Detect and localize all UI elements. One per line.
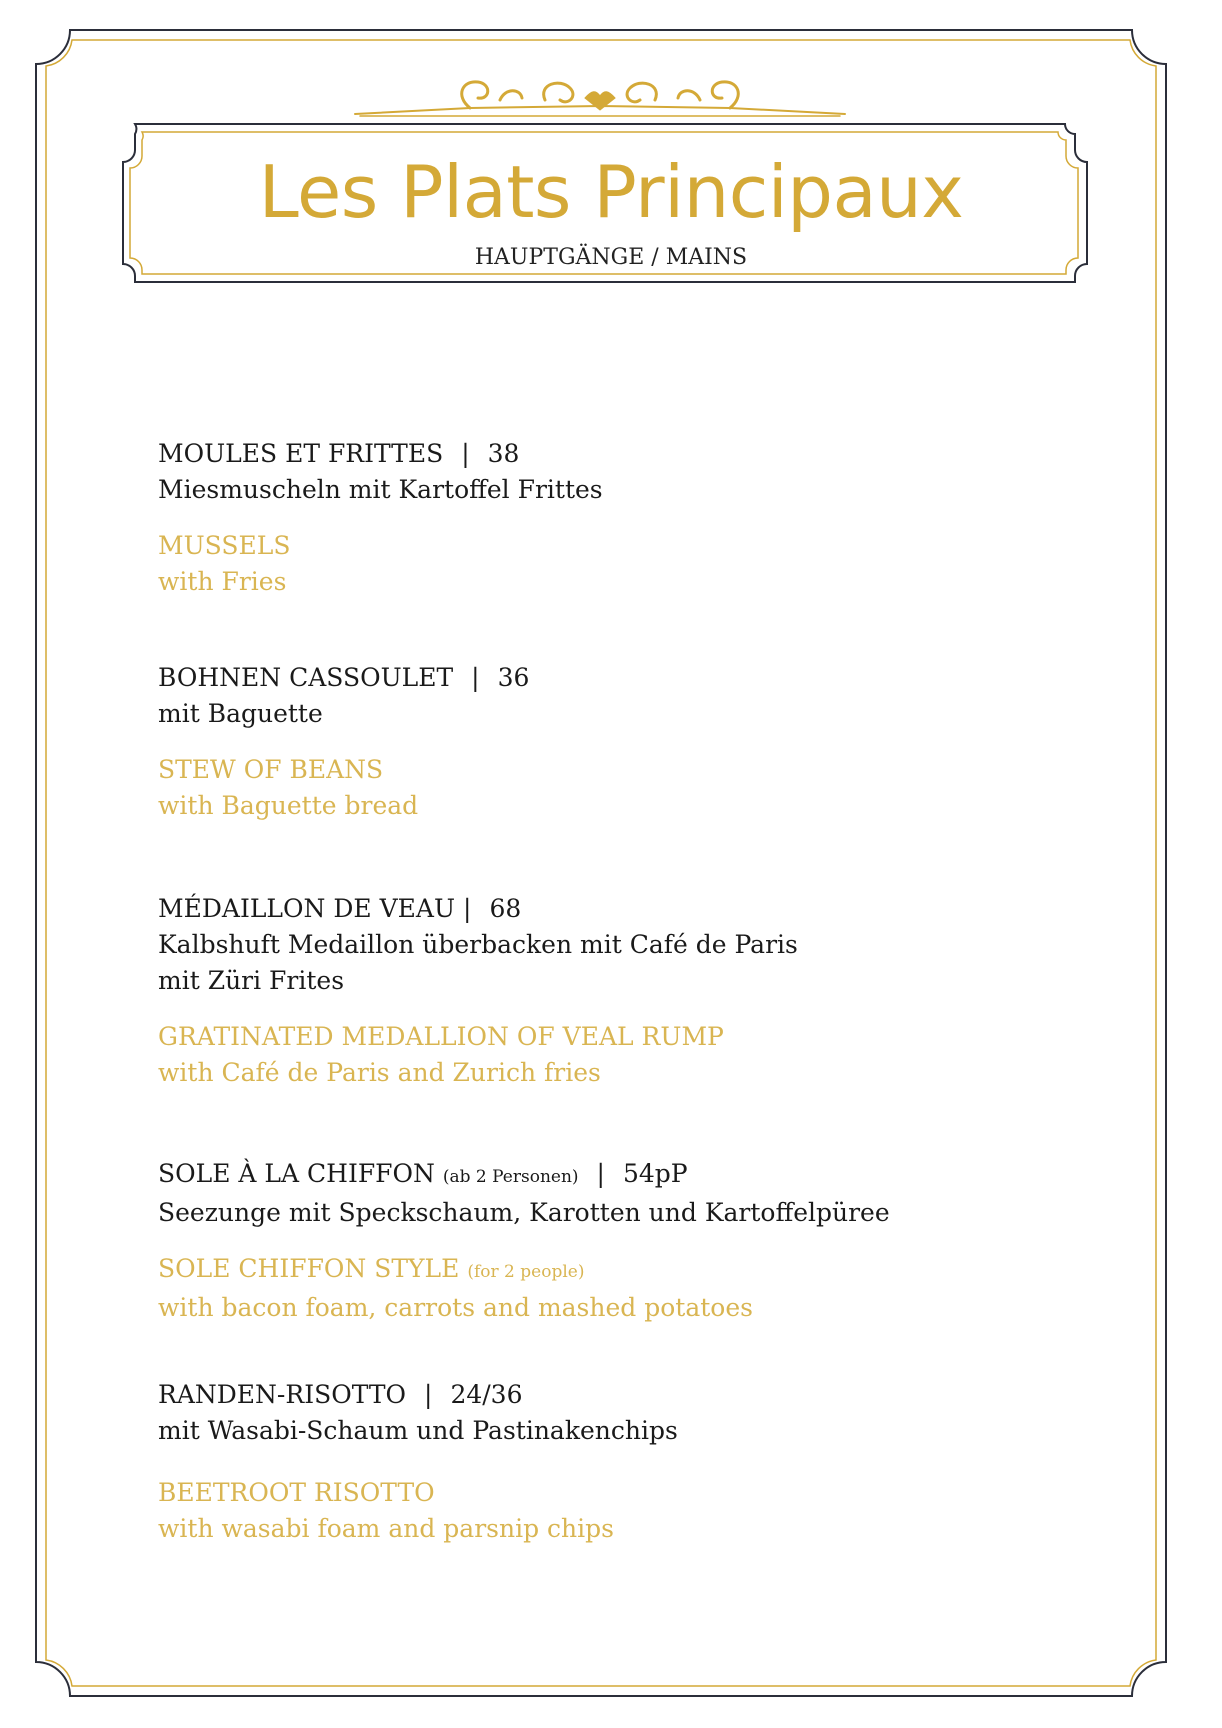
dish-english bbox=[158, 1251, 1108, 1326]
dish-name-en: SOLE CHIFFON STYLE bbox=[158, 1254, 460, 1283]
dish-price: 36 bbox=[497, 663, 530, 692]
dish-moules bbox=[158, 436, 1108, 600]
dish-name-en-row bbox=[158, 1251, 1108, 1290]
dish-name: BOHNEN CASSOULET bbox=[158, 663, 454, 692]
dish-description-de-2: mit Züri Frites bbox=[158, 966, 345, 995]
page-subtitle: HAUPTGÄNGE / MAINS bbox=[474, 245, 748, 270]
dish-risotto bbox=[158, 1377, 1108, 1547]
dish-name: MOULES ET FRITTES bbox=[158, 439, 444, 468]
dish-name: RANDEN-RISOTTO bbox=[158, 1380, 406, 1409]
dish-heading: RANDEN-RISOTTO | 24/36 bbox=[158, 1380, 523, 1409]
dish-description-de: mit Wasabi-Schaum und Pastinakenchips bbox=[158, 1416, 678, 1445]
dish-english bbox=[158, 1475, 1108, 1547]
dish-description-de: Miesmuscheln mit Kartoffel Frittes bbox=[158, 475, 603, 504]
dish-note-en: (for 2 people) bbox=[467, 1262, 585, 1282]
dish-description-en: with Baguette bread bbox=[158, 791, 419, 820]
dish-english bbox=[158, 1019, 1108, 1091]
dish-description-en: with Fries bbox=[158, 567, 287, 596]
dish-note: (ab 2 Personen) bbox=[442, 1167, 579, 1187]
dish-description-en: with wasabi foam and parsnip chips bbox=[158, 1514, 614, 1543]
dish-heading: BOHNEN CASSOULET | 36 bbox=[158, 663, 530, 692]
dish-name-en: MUSSELS bbox=[158, 531, 291, 560]
page-title: Les Plats Principaux bbox=[258, 150, 964, 234]
dish-cassoulet bbox=[158, 660, 1108, 824]
ornament-flourish-icon bbox=[355, 82, 845, 116]
dish-price: 38 bbox=[487, 439, 520, 468]
dish-english bbox=[158, 752, 1108, 824]
dish-description-de: mit Baguette bbox=[158, 699, 323, 728]
dish-description-de: Kalbshuft Medaillon überbacken mit Café de Paris bbox=[158, 930, 798, 959]
dish-medaillon bbox=[158, 891, 1108, 1091]
dish-price: 24/36 bbox=[450, 1380, 523, 1409]
dish-description-de: Seezunge mit Speckschaum, Karotten und Kartoffelpüree bbox=[158, 1198, 890, 1227]
dish-name-en: BEETROOT RISOTTO bbox=[158, 1478, 435, 1507]
dish-name: MÉDAILLON DE VEAU bbox=[158, 894, 456, 923]
dish-name-en: STEW OF BEANS bbox=[158, 755, 384, 784]
dish-description-en: with bacon foam, carrots and mashed potatoes bbox=[158, 1293, 753, 1322]
dish-english bbox=[158, 528, 1108, 600]
dish-heading: SOLE À LA CHIFFON (ab 2 Personen) | 54pP bbox=[158, 1159, 688, 1188]
dish-name: SOLE À LA CHIFFON bbox=[158, 1159, 435, 1188]
dish-price: 68 bbox=[489, 894, 522, 923]
dish-sole bbox=[158, 1156, 1108, 1326]
dish-description-en: with Café de Paris and Zurich fries bbox=[158, 1058, 601, 1087]
dish-heading: MOULES ET FRITTES | 38 bbox=[158, 439, 520, 468]
dish-price: 54pP bbox=[622, 1159, 688, 1188]
dish-name-en: GRATINATED MEDALLION OF VEAL RUMP bbox=[158, 1022, 724, 1051]
dish-heading: MÉDAILLON DE VEAU | 68 bbox=[158, 894, 522, 923]
